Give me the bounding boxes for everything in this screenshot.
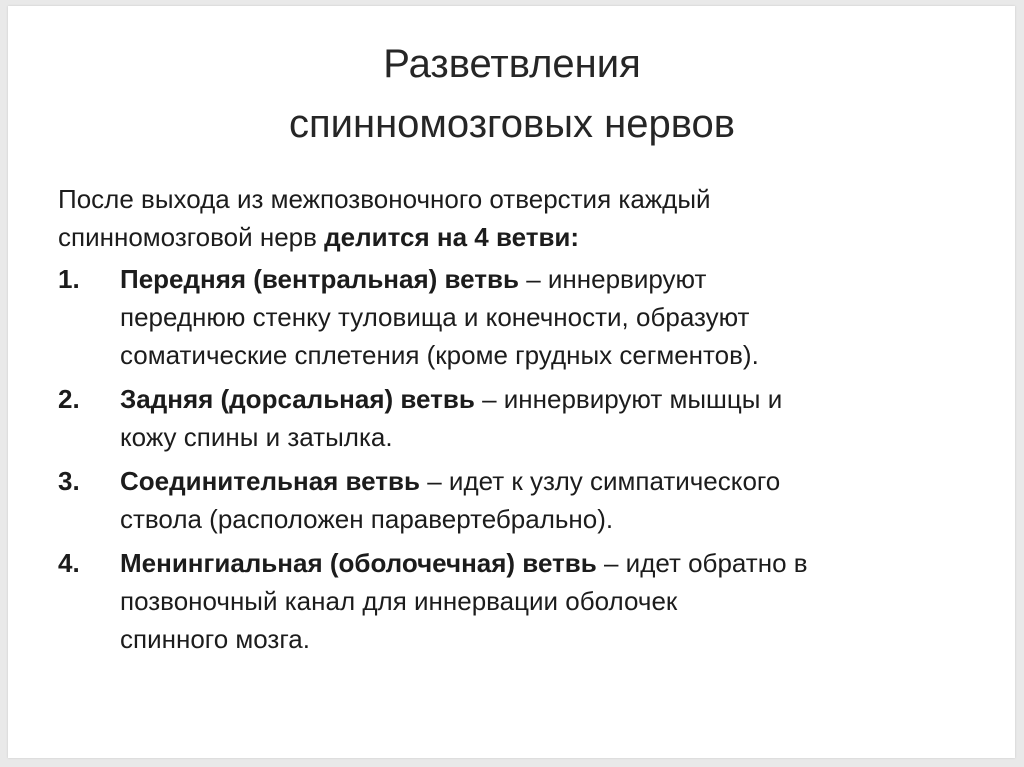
branches-list (58, 260, 978, 658)
list-number: 4. (58, 548, 80, 578)
intro-line-2 (58, 218, 978, 256)
list-item-line-3: спинного мозга. (120, 624, 310, 654)
list-item-4 (58, 544, 978, 658)
title-line-1: Разветвления (383, 42, 641, 86)
branch-description: – иннервируют мышцы и (474, 384, 783, 414)
slide-body (58, 180, 978, 664)
intro-paragraph (58, 180, 978, 256)
slide-title (0, 34, 1024, 154)
list-item-line-1 (120, 462, 978, 500)
list-item-1 (58, 260, 978, 374)
intro-line-1: После выхода из межпозвоночного отверстия каждый (58, 184, 711, 214)
list-item-line-2: переднюю стенку туловища и конечности, образуют (120, 302, 750, 332)
branch-description: – идет обратно в (596, 548, 808, 578)
branch-description: – идет к узлу симпатического (420, 466, 781, 496)
list-item-line-3: соматические сплетения (кроме грудных сегментов). (120, 340, 759, 370)
list-item-line-2: ствола (расположен паравертебрально). (120, 504, 614, 534)
title-line-2: спинномозговых нервов (288, 102, 735, 146)
intro-line-2-text: спинномозговой нерв (58, 222, 325, 252)
intro-line-2-emphasis: делится на 4 ветви: (324, 222, 580, 252)
list-item-line-1 (120, 544, 978, 582)
list-item-2 (58, 380, 978, 456)
list-number: 1. (58, 264, 80, 294)
branch-name: Передняя (вентральная) ветвь (120, 264, 519, 294)
branch-name: Менингиальная (оболочечная) ветвь (120, 548, 597, 578)
branch-name: Задняя (дорсальная) ветвь (120, 384, 475, 414)
list-item-3 (58, 462, 978, 538)
list-item-line-2: кожу спины и затылка. (120, 422, 393, 452)
list-item-line-1 (120, 380, 978, 418)
list-item-line-2: позвоночный канал для иннервации оболочек (120, 586, 678, 616)
branch-description: – иннервируют (518, 264, 707, 294)
branch-name: Соединительная ветвь (120, 466, 421, 496)
list-item-line-1 (120, 260, 978, 298)
list-number: 3. (58, 466, 80, 496)
list-number: 2. (58, 384, 80, 414)
